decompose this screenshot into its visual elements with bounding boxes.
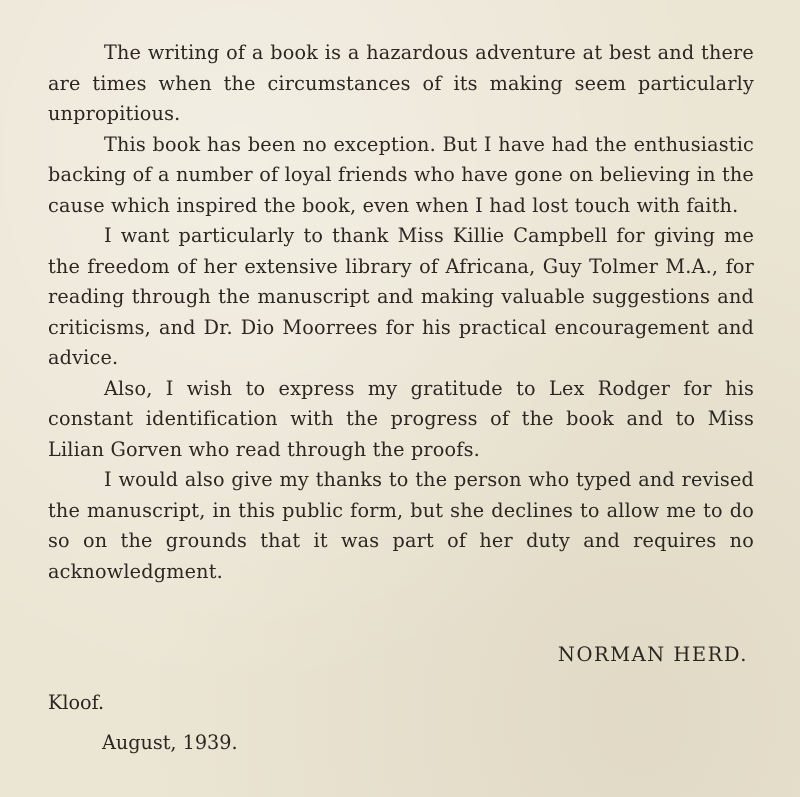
paragraph-4: Also, I wish to express my gratitude to Lex Rodger for his constant identification with the progress of the book and to Miss Lilian Gorven who read through the proofs. xyxy=(48,376,754,461)
paragraph-5: I would also give my thanks to the person who typed and revised the manuscript, in this public form, but she declines to allow me to do so on the grounds that it was part of her duty and requires no acknowledgment. xyxy=(48,468,754,583)
acknowledgement-text xyxy=(48,38,754,587)
paragraph-2: This book has been no exception. But I have had the enthusiastic backing of a number of loyal friends who have gone on believing in the cause which inspired the book, even when I had lost touch with faith. xyxy=(48,132,754,217)
date-line: August, 1939. xyxy=(102,731,238,754)
place-line: Kloof. xyxy=(48,691,105,714)
paragraph-3: I want particularly to thank Miss Killie Campbell for giving me the freedom of her extensive library of Africana, Guy Tolmer M.A., for reading through the manuscript and making valuable suggestions and criticisms, and Dr. Dio Moorrees for his practical encouragement and advice. xyxy=(48,224,754,369)
author-signature: NORMAN HERD. xyxy=(557,643,748,666)
paragraph-1: The writing of a book is a hazardous adventure at best and there are times when the circumstances of its making seem particularly unpropitious. xyxy=(48,41,754,125)
